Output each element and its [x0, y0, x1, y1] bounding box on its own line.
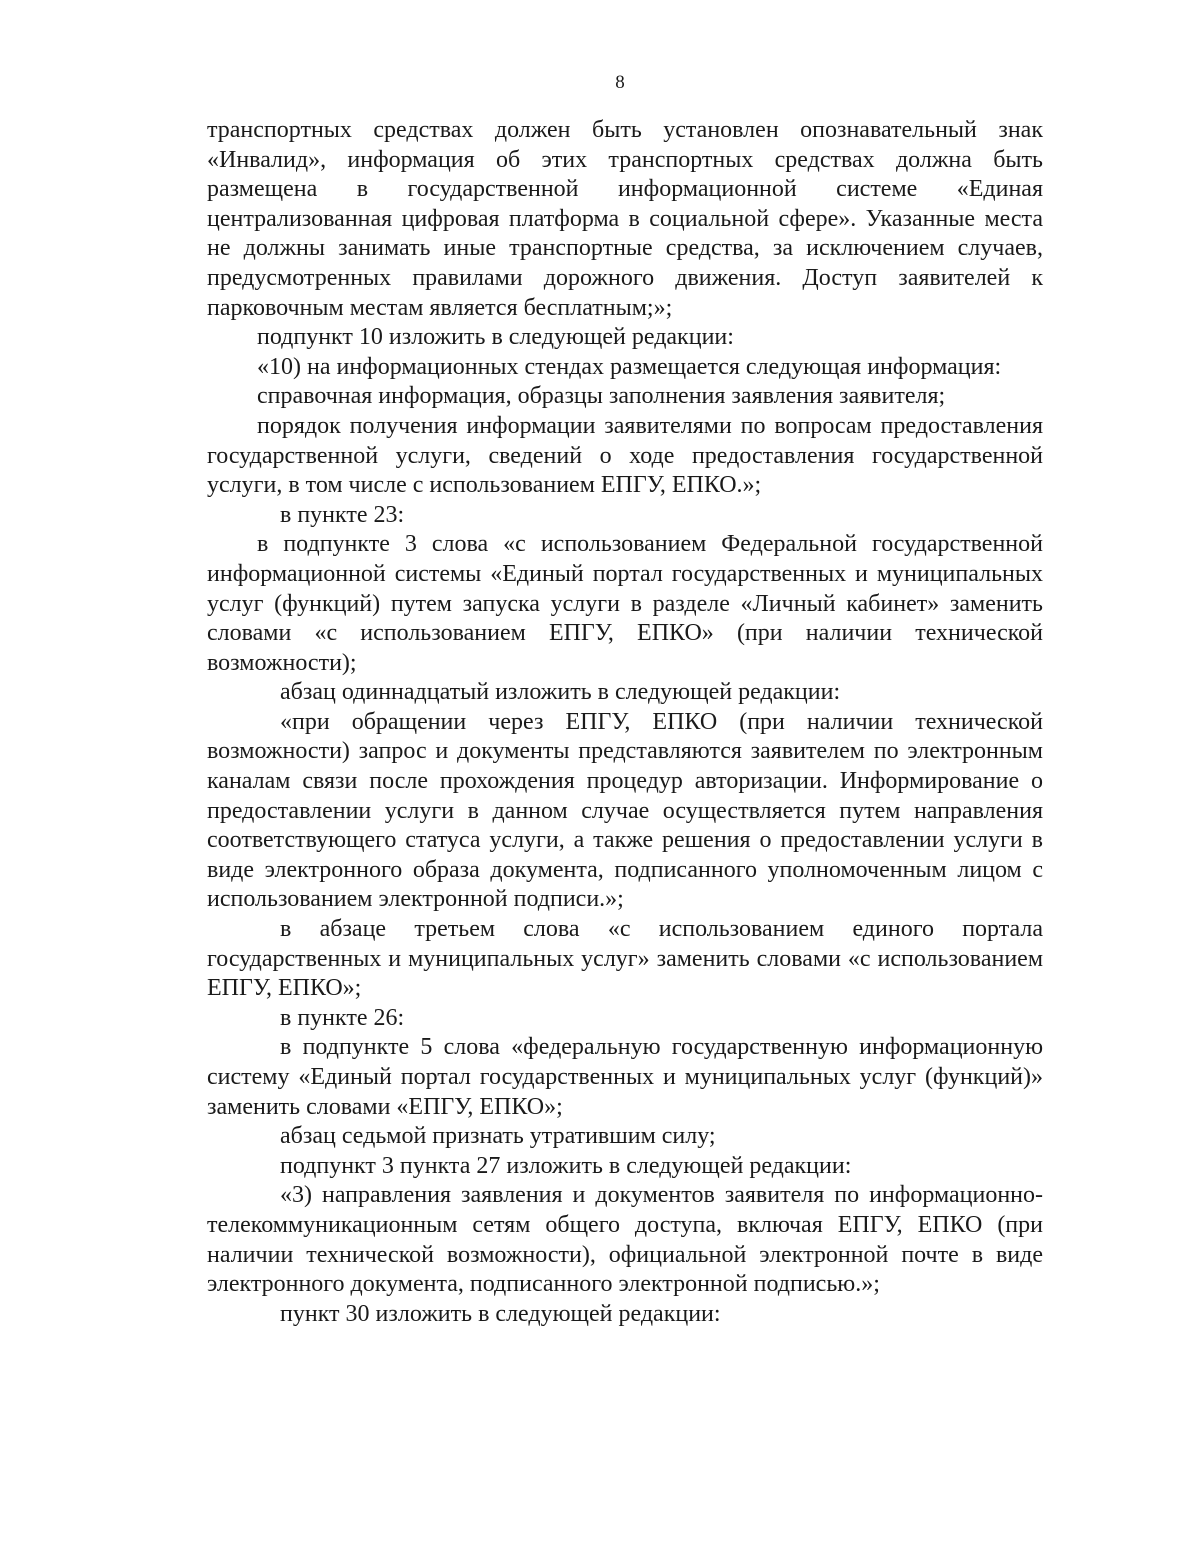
paragraph: пункт 30 изложить в следующей редакции: — [280, 1300, 721, 1327]
page-number: 8 — [615, 72, 625, 93]
document-body — [207, 116, 1043, 1329]
paragraph: в пункте 23: — [280, 501, 405, 528]
paragraph: транспортных средствах должен быть установлен опознавательный знак «Инвалид», информация об этих транспортных средствах должна быть размещена в государственной информационной системе «Единая централизованная цифровая платформа в социальной сфере». Указанные места не должны занимать иные транспортные средства, за исключением случаев, предусмотренных правилами дорожного движения. Доступ заявителей к парковочным местам является бесплатным;»; — [207, 117, 1043, 321]
paragraph: в подпункте 3 слова «с использованием Федеральной государственной информационной системы «Единый портал государственных и муниципальных услуг (функций) путем запуска услуги в разделе «Личный кабинет» заменить словами «с использованием ЕПГУ, ЕПКО» (при наличии технической возможности); — [207, 531, 1043, 676]
paragraph: в подпункте 5 слова «федеральную государственную информационную систему «Единый портал государственных и муниципальных услуг (функций)» заменить словами «ЕПГУ, ЕПКО»; — [207, 1034, 1043, 1120]
paragraph: справочная информация, образцы заполнения заявления заявителя; — [257, 383, 946, 410]
paragraph: в пункте 26: — [280, 1004, 405, 1031]
paragraph: абзац одиннадцатый изложить в следующей редакции: — [280, 679, 841, 706]
paragraph: подпункт 3 пункта 27 изложить в следующей редакции: — [280, 1152, 852, 1179]
paragraph: порядок получения информации заявителями по вопросам предоставления государственной услуги, сведений о ходе предоставления государственной услуги, в том числе с использованием ЕПГУ, ЕПКО.»; — [207, 412, 1043, 499]
paragraph: «3) направления заявления и документов заявителя по информационно-телекоммуникационным сетям общего доступа, включая ЕПГУ, ЕПКО (при наличии технической возможности), официальной электронной почте в виде электронного документа, подписанного электронной подписью.»; — [207, 1182, 1043, 1298]
paragraph: в абзаце третьем слова «с использованием единого портала государственных и муниципальных услуг» заменить словами «с использованием ЕПГУ, ЕПКО»; — [207, 916, 1043, 1002]
paragraph: «при обращении через ЕПГУ, ЕПКО (при наличии технической возможности) запрос и документы представляются заявителем по электронным каналам связи после прохождения процедур авторизации. Информирование о предоставлении услуги в данном случае осуществляется путем направления соответствующего статуса услуги, а также решения о предоставлении услуги в виде электронного образа документа, подписанного уполномоченным лицом с использованием электронной подписи.»; — [207, 708, 1043, 913]
paragraph: «10) на информационных стендах размещается следующая информация: — [257, 353, 1002, 380]
paragraph: подпункт 10 изложить в следующей редакции: — [257, 324, 734, 351]
paragraph: абзац седьмой признать утратившим силу; — [280, 1123, 716, 1150]
